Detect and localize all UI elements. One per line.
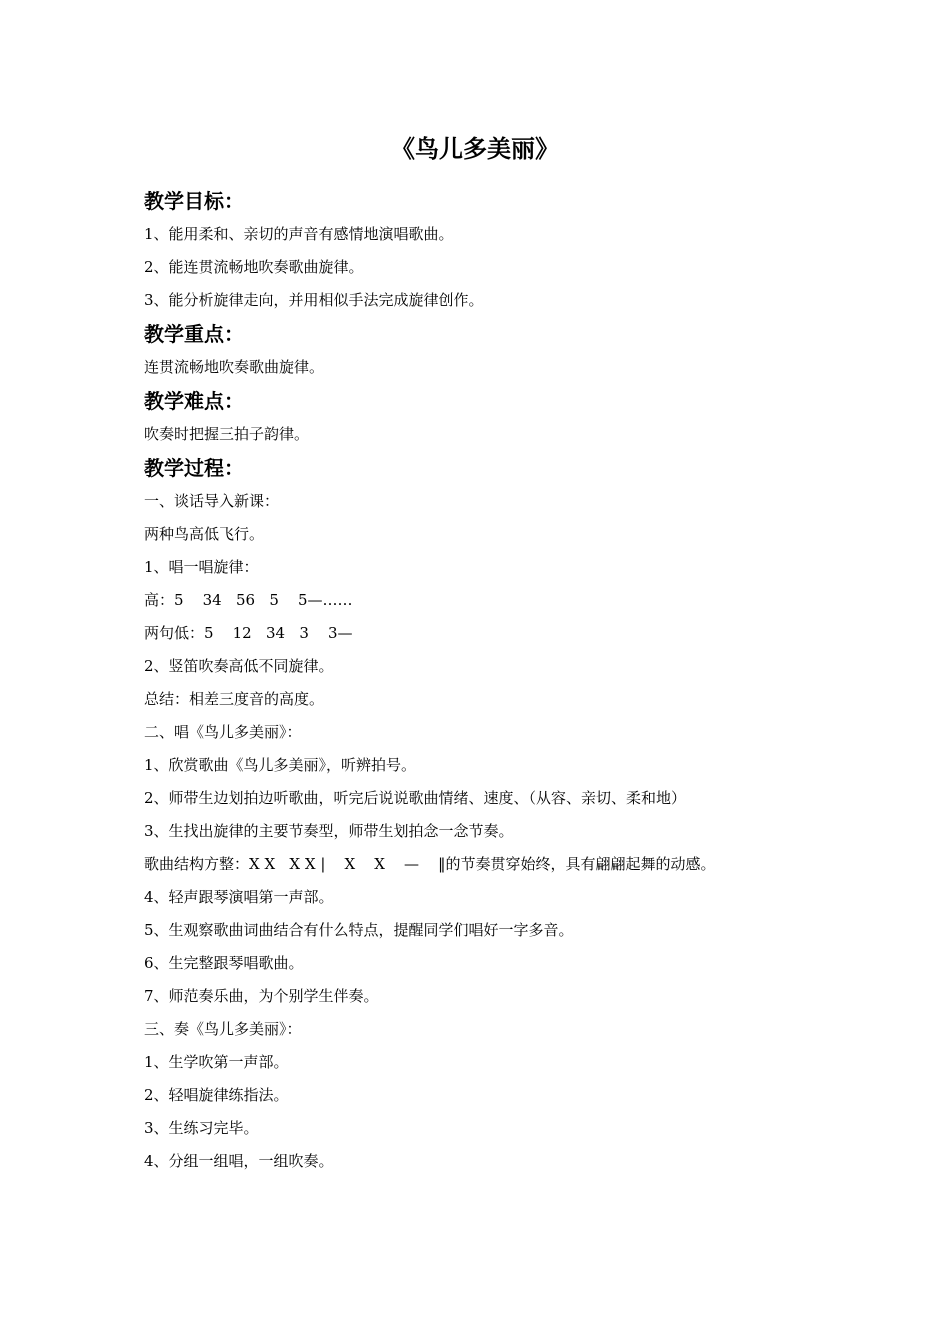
difficulty-item: 吹奏时把握三拍子韵律。 — [144, 425, 310, 443]
process-item: 4、轻声跟琴演唱第一声部。 — [144, 888, 334, 906]
document-body — [144, 184, 824, 1178]
key-point-item: 连贯流畅地吹奏歌曲旋律。 — [144, 358, 325, 376]
key-points-heading: 教学重点： — [144, 322, 244, 346]
process-heading: 教学过程： — [144, 456, 244, 480]
rhythm-structure-line: 歌曲结构方整：X X X X | X X — ‖的节奏贯穿始终，具有翩翩起舞的动感。 — [144, 855, 716, 873]
process-item: 7、师范奏乐曲，为个别学生伴奏。 — [144, 987, 379, 1005]
process-item: 5、生观察歌曲词曲结合有什么特点，提醒同学们唱好一字多音。 — [144, 921, 574, 939]
melody-line-high: 高：5 34 56 5 5—…… — [144, 591, 353, 609]
process-item: 3、生练习完毕。 — [144, 1119, 259, 1137]
objective-item: 1、能用柔和、亲切的声音有感情地演唱歌曲。 — [144, 225, 454, 243]
process-item: 2、竖笛吹奏高低不同旋律。 — [144, 657, 334, 675]
process-item: 1、唱一唱旋律： — [144, 558, 259, 576]
document-title: 《鸟儿多美丽》 — [391, 135, 559, 163]
melody-line-low: 两句低：5 12 34 3 3— — [144, 624, 353, 642]
process-item: 2、师带生边划拍边听歌曲，听完后说说歌曲情绪、速度、（从容、亲切、柔和地） — [144, 789, 687, 807]
process-item: 1、生学吹第一声部。 — [144, 1053, 289, 1071]
process-item: 3、生找出旋律的主要节奏型，师带生划拍念一念节奏。 — [144, 822, 514, 840]
process-section-title: 一、谈话导入新课： — [144, 492, 280, 510]
process-item: 总结：相差三度音的高度。 — [144, 690, 325, 708]
difficulties-heading: 教学难点： — [144, 389, 244, 413]
process-section-title: 二、唱《鸟儿多美丽》： — [144, 723, 302, 741]
process-section-title: 三、奏《鸟儿多美丽》： — [144, 1020, 302, 1038]
process-item: 1、欣赏歌曲《鸟儿多美丽》，听辨拍号。 — [144, 756, 417, 774]
objectives-heading: 教学目标： — [144, 189, 244, 213]
process-item: 6、生完整跟琴唱歌曲。 — [144, 954, 304, 972]
objective-item: 3、能分析旋律走向，并用相似手法完成旋律创作。 — [144, 291, 484, 309]
process-item: 两种鸟高低飞行。 — [144, 525, 265, 543]
objective-item: 2、能连贯流畅地吹奏歌曲旋律。 — [144, 258, 364, 276]
process-item: 2、轻唱旋律练指法。 — [144, 1086, 289, 1104]
process-item: 4、分组一组唱，一组吹奏。 — [144, 1152, 334, 1170]
